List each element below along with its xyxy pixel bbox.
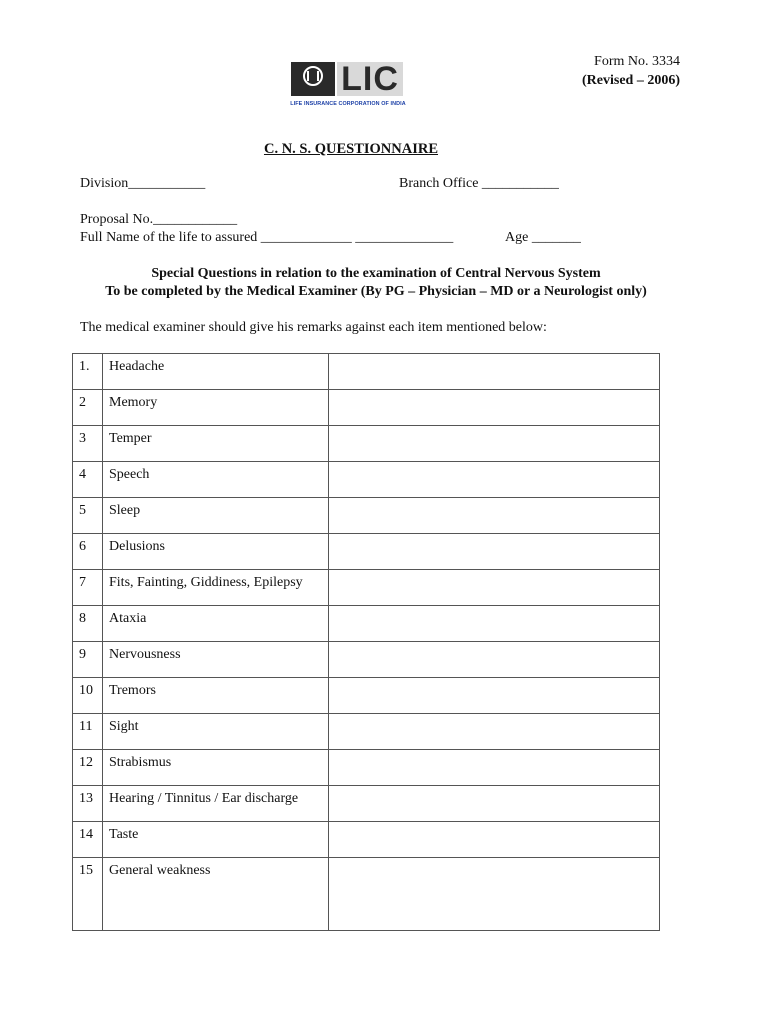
item-label: Nervousness — [103, 642, 329, 678]
table-row — [73, 858, 660, 931]
lic-tagline: LIFE INSURANCE CORPORATION OF INDIA — [290, 101, 406, 107]
division-field: Division___________ — [80, 176, 206, 191]
lic-wordmark: LIC — [337, 62, 403, 96]
item-number: 15 — [73, 858, 103, 931]
item-label: Fits, Fainting, Giddiness, Epilepsy — [103, 570, 329, 606]
subheading-line-1: Special Questions in relation to the examination of Central Nervous System — [151, 266, 601, 281]
remark-cell[interactable] — [329, 534, 660, 570]
item-number: 4 — [73, 462, 103, 498]
subheading-line-2: To be completed by the Medical Examiner (By PG – Physician – MD or a Neurologist only) — [105, 284, 647, 299]
instruction-text: The medical examiner should give his remarks against each item mentioned below: — [80, 320, 547, 335]
item-label: Ataxia — [103, 606, 329, 642]
item-number: 3 — [73, 426, 103, 462]
lic-logo — [290, 60, 406, 110]
item-label: Headache — [103, 354, 329, 390]
table-row — [73, 786, 660, 822]
item-number: 12 — [73, 750, 103, 786]
table-row — [73, 570, 660, 606]
item-label: Memory — [103, 390, 329, 426]
item-number: 10 — [73, 678, 103, 714]
remark-cell[interactable] — [329, 822, 660, 858]
remark-cell[interactable] — [329, 354, 660, 390]
table-row — [73, 534, 660, 570]
remark-cell[interactable] — [329, 570, 660, 606]
remark-cell[interactable] — [329, 426, 660, 462]
table-row — [73, 426, 660, 462]
age-field: Age _______ — [505, 230, 581, 245]
remark-cell[interactable] — [329, 606, 660, 642]
item-number: 13 — [73, 786, 103, 822]
item-label: Strabismus — [103, 750, 329, 786]
questionnaire-table — [72, 353, 660, 931]
remark-cell[interactable] — [329, 858, 660, 931]
table-row — [73, 462, 660, 498]
remark-cell[interactable] — [329, 462, 660, 498]
table-row — [73, 822, 660, 858]
item-number: 8 — [73, 606, 103, 642]
remark-cell[interactable] — [329, 390, 660, 426]
remark-cell[interactable] — [329, 786, 660, 822]
form-number — [582, 52, 680, 90]
item-number: 14 — [73, 822, 103, 858]
full-name-field: Full Name of the life to assured _____________ ______________ — [80, 230, 454, 245]
item-label: Sight — [103, 714, 329, 750]
item-number: 6 — [73, 534, 103, 570]
table-row — [73, 498, 660, 534]
table-row — [73, 678, 660, 714]
remark-cell[interactable] — [329, 498, 660, 534]
table-row — [73, 390, 660, 426]
item-number: 9 — [73, 642, 103, 678]
remark-cell[interactable] — [329, 678, 660, 714]
branch-office-field: Branch Office ___________ — [399, 176, 559, 191]
item-number: 5 — [73, 498, 103, 534]
table-row — [73, 354, 660, 390]
revision-label: (Revised – 2006) — [582, 73, 680, 88]
table-row — [73, 642, 660, 678]
table-row — [73, 606, 660, 642]
item-label: Delusions — [103, 534, 329, 570]
item-label: Tremors — [103, 678, 329, 714]
item-number: 1. — [73, 354, 103, 390]
proposal-no-field: Proposal No.____________ — [80, 212, 238, 227]
remark-cell[interactable] — [329, 714, 660, 750]
remark-cell[interactable] — [329, 642, 660, 678]
item-label: General weakness — [103, 858, 329, 931]
item-number: 11 — [73, 714, 103, 750]
form-number-label: Form No. 3334 — [594, 54, 680, 69]
item-number: 2 — [73, 390, 103, 426]
table-row — [73, 714, 660, 750]
lic-emblem-icon — [291, 62, 335, 96]
page-title: C. N. S. QUESTIONNAIRE — [263, 141, 439, 157]
item-label: Taste — [103, 822, 329, 858]
item-label: Temper — [103, 426, 329, 462]
table-row — [73, 750, 660, 786]
item-label: Sleep — [103, 498, 329, 534]
remark-cell[interactable] — [329, 750, 660, 786]
item-number: 7 — [73, 570, 103, 606]
item-label: Hearing / Tinnitus / Ear discharge — [103, 786, 329, 822]
item-label: Speech — [103, 462, 329, 498]
